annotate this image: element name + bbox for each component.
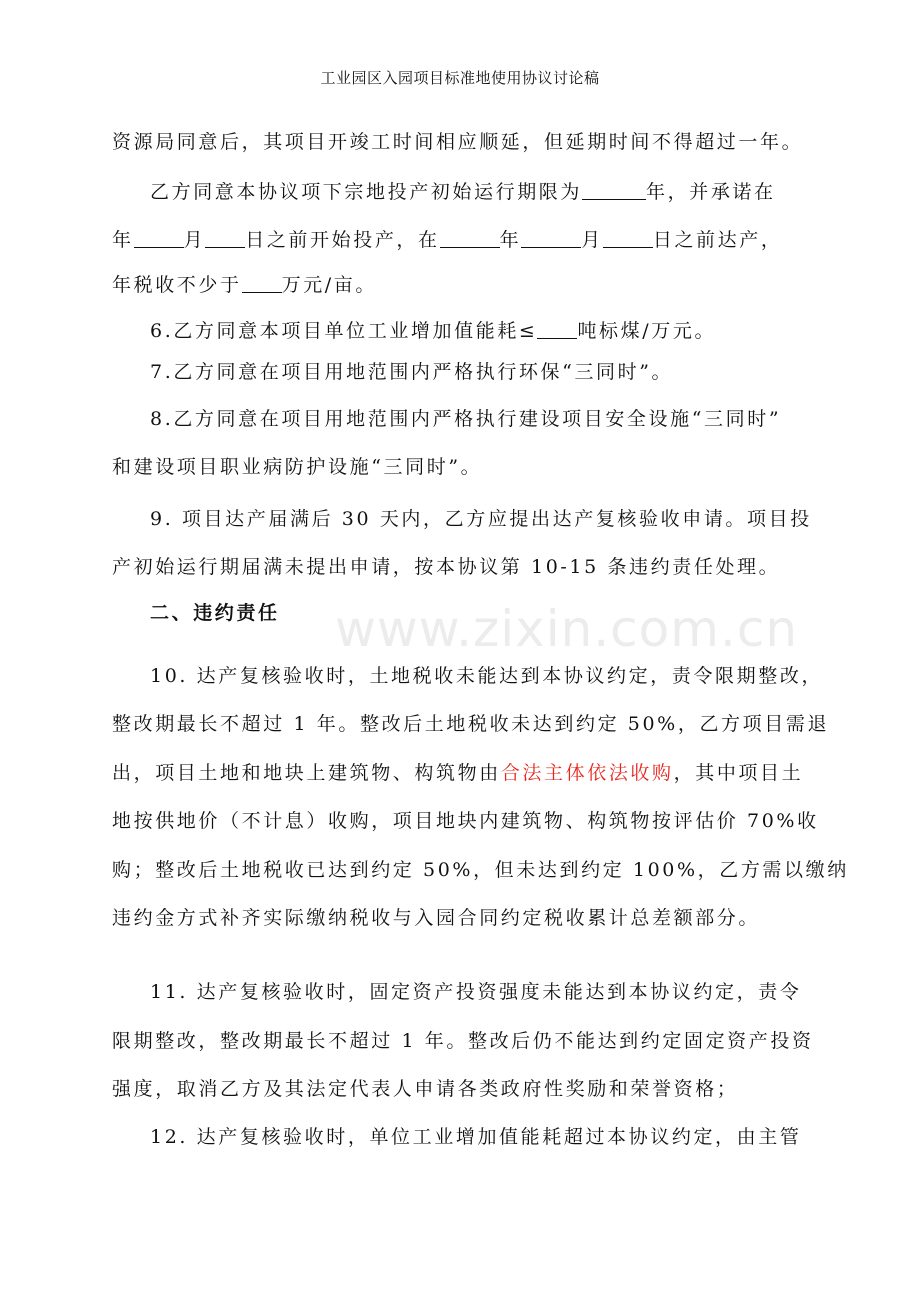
section-heading: 二、违约责任 <box>150 602 280 624</box>
highlighted-text: 合法主体依法收购 <box>500 762 674 784</box>
paragraph-line: 8.乙方同意在项目用地范围内严格执行建设项目安全设施“三同时” <box>150 408 782 430</box>
paragraph-line: 违约金方式补齐实际缴纳税收与入园合同约定税收累计总差额部分。 <box>112 907 761 929</box>
text-span: 月 <box>183 229 206 251</box>
paragraph-line: 资源局同意后，其项目开竣工时间相应顺延，但延期时间不得超过一年。 <box>112 131 804 153</box>
paragraph-line <box>150 177 776 204</box>
text-span: 年税收不少于 <box>112 274 242 296</box>
paragraph-line: 11. 达产复核验收时，固定资产投资强度未能达到本协议约定，责令 <box>150 981 802 1003</box>
paragraph-line: 地按供地价（不计息）收购，项目地块内建筑物、构筑物按评估价 70%收 <box>112 810 819 832</box>
paragraph-line: 限期整改，整改期最长不超过 1 年。整改后仍不能达到约定固定资产投资 <box>112 1030 814 1052</box>
fill-in-blank <box>603 229 653 248</box>
paragraph-line <box>150 316 716 343</box>
text-span: 万元/亩。 <box>281 274 378 296</box>
text-span: 出，项目土地和地块上建筑物、构筑物由 <box>112 762 501 784</box>
paragraph-line: 购；整改后土地税收已达到约定 50%，但未达到约定 100%，乙方需以缴纳 <box>112 859 849 881</box>
fill-in-blank <box>205 229 245 248</box>
paragraph-line <box>112 758 803 785</box>
fill-in-blank <box>521 229 581 248</box>
paragraph-line: 和建设项目职业病防护设施“三同时”。 <box>112 456 483 478</box>
fill-in-blank <box>582 181 646 200</box>
paragraph-line: 产初始运行期届满未提出申请，按本协议第 10-15 条违约责任处理。 <box>112 556 781 578</box>
text-span: 6.乙方同意本项目单位工业增加值能耗≤ <box>150 320 538 342</box>
fill-in-blank <box>440 229 500 248</box>
text-span: 日之前开始投产，在 <box>245 229 440 251</box>
watermark: www.zixin.com.cn <box>335 600 799 658</box>
paragraph-line: 12. 达产复核验收时，单位工业增加值能耗超过本协议约定，由主管 <box>150 1126 802 1148</box>
paragraph-line <box>112 270 377 297</box>
paragraph-line: 强度，取消乙方及其法定代表人申请各类政府性奖励和荣誉资格； <box>112 1078 739 1100</box>
fill-in-blank <box>134 229 184 248</box>
text-span: 日之前达产， <box>652 229 783 251</box>
fill-in-blank <box>537 320 577 339</box>
text-span: 年 <box>499 229 522 251</box>
text-span: 月 <box>581 229 603 251</box>
fill-in-blank <box>242 274 282 293</box>
text-span: 年 <box>112 229 134 251</box>
paragraph-line: 7.乙方同意在项目用地范围内严格执行环保“三同时”。 <box>150 361 674 383</box>
paragraph-line <box>112 225 782 252</box>
paragraph-line: 整改期最长不超过 1 年。整改后土地税收未达到约定 50%，乙方项目需退 <box>112 713 830 735</box>
page-header-title: 工业园区入园项目标准地使用协议讨论稿 <box>320 69 600 87</box>
text-span: 乙方同意本协议项下宗地投产初始运行期限为 <box>150 181 583 203</box>
paragraph-line: 10. 达产复核验收时，土地税收未能达到本协议约定，责令限期整改， <box>150 665 824 687</box>
text-span: ，其中项目土 <box>673 762 804 784</box>
paragraph-line: 9. 项目达产届满后 30 天内，乙方应提出达产复核验收申请。项目投 <box>150 508 812 530</box>
text-span: 吨标煤/万元。 <box>577 320 717 342</box>
text-span: 年，并承诺在 <box>646 181 776 203</box>
